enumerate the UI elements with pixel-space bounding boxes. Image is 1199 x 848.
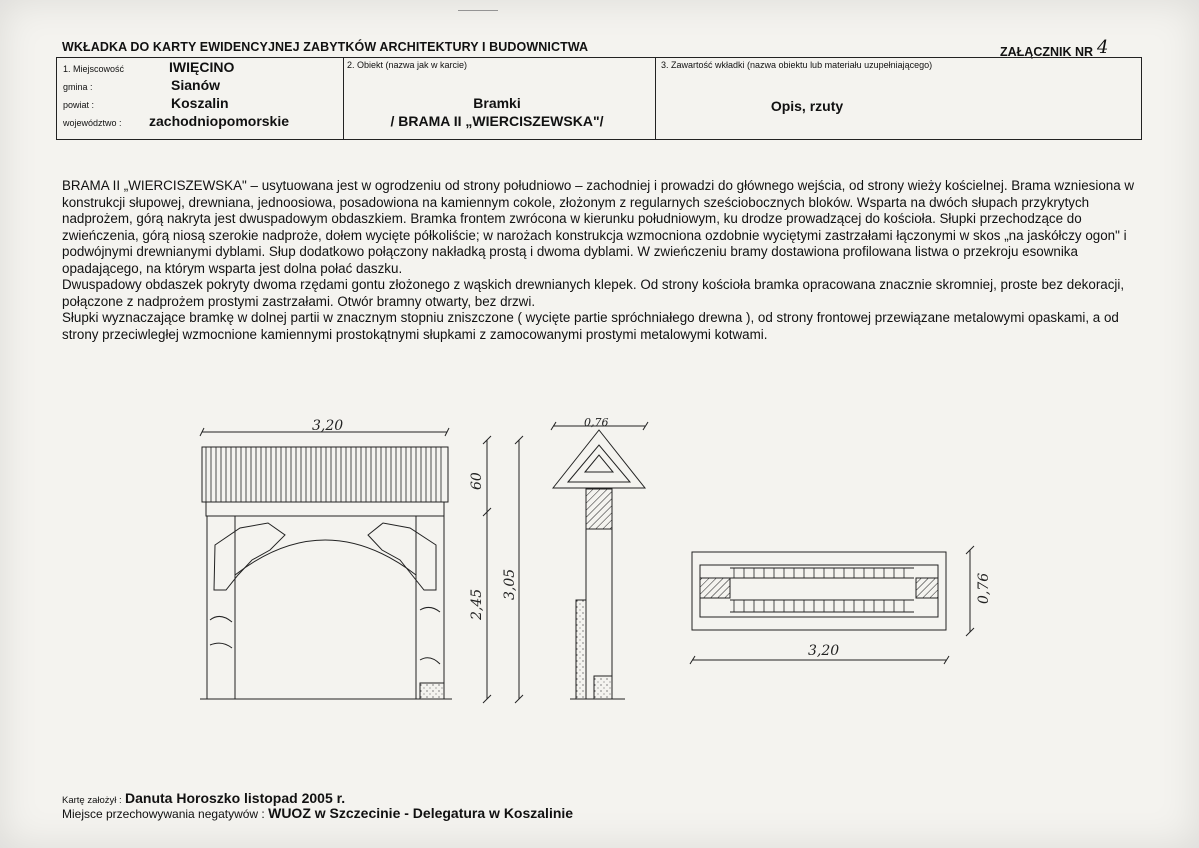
side-width-dimension: 0,76 <box>584 416 609 429</box>
plan-width-dimension: 3,20 <box>808 643 840 659</box>
storage-label: Miejsce przechowywania negatywów : <box>62 807 265 821</box>
county-value: Koszalin <box>171 95 229 111</box>
content-value: Opis, rzuty <box>770 98 844 114</box>
voivodeship-row <box>63 114 343 130</box>
plan-depth-dimension: 0,76 <box>976 572 992 604</box>
description-text <box>62 178 1142 343</box>
commune-label: gmina : <box>63 82 93 92</box>
voivodeship-value: zachodniopomorskie <box>149 113 290 129</box>
commune-value: Sianów <box>171 77 221 93</box>
record-form-table <box>56 57 1142 140</box>
description-paragraph-3: Słupki wyznaczające bramkę w dolnej partii w znacznym stopniu zniszczone ( wycięte partie spróchniałego drewna ), od strony frontowej przewiązane metalowymi opaskami, a od strony przeciwległej wzmocnione kamiennymi prostokątnymi słupkami z zamocowanymi prostymi metalowymi kotwami. <box>62 310 1119 342</box>
storage-value: WUOZ w Szczecinie - Delegatura w Koszalinie <box>268 805 574 821</box>
description-heading: BRAMA II „WIERCISZEWSKA" <box>62 178 247 193</box>
author-value: Danuta Horoszko listopad 2005 r. <box>125 790 346 806</box>
county-row <box>63 96 343 112</box>
county-label: powiat : <box>63 100 95 110</box>
table-divider <box>655 58 656 139</box>
description-paragraph-2: Dwuspadowy obdaszek pokryty dwoma rzędami gontu złożonego z wąskich drewnianych klepek. Od strony kościoła bramka opracowana znacznie skromniej, proste bez dekoracji, połączone z nadprożem prostymi zastrzałami. Otwór bramny otwarty, bez drzwi. <box>62 277 1125 309</box>
scan-mark <box>458 10 498 11</box>
annex-handwritten-number: 4 <box>1097 37 1109 58</box>
object-subname: / BRAMA II „WIERCISZEWSKA"/ <box>390 113 604 129</box>
description-p1-text: – usytuowana jest w ogrodzeniu od strony południowo – zachodniej i prowadzi do głównego wejścia, od strony wieży kościelnej. Brama wzniesiona w konstrukcji słupowej, drewniana, jednoosiowa, posadowiona na kamiennym cokole, złożonym z regularnych sześciobocznych bloków. Wsparta na dwóch słupach przykrytych nadprożem, górą nakryta jest dwuspadowym obdaszkiem. Bramka frontem zwrócona w kierunku południowym, ku drodze prowadzącej do kościoła. Słupki przechodzące do zwieńczenia, górą niosą szerokie nadproże, dołem wycięte półkoliście; w narożach konstrukcja wzmocniona ozdobnie wyciętymi zastrzałami łączonymi w skos „na jaskółczy ogon" i podwójnymi drewnianymi dyblami. Słup dodatkowo połączony nakładką prostą i dwoma dyblami. W zwieńczeniu bramy dostawiona profilowana listwa o przekroju esownika opadającego, na którym wsparta jest dolna połać daszku. <box>62 178 1135 276</box>
author-label: Kartę założył : <box>62 795 122 806</box>
object-name-block <box>342 94 652 130</box>
object-name: Bramki <box>473 95 521 111</box>
post-height-dimension: 2,45 <box>469 588 485 620</box>
author-line <box>62 790 345 806</box>
content-label: 3. Zawartość wkładki (nazwa obiektu lub materiału uzupełniającego) <box>661 60 933 70</box>
front-elevation-drawing <box>200 428 452 699</box>
locality-value: IWIĘCINO <box>169 59 235 75</box>
locality-row <box>63 60 343 76</box>
front-width-dimension: 3,20 <box>312 418 344 434</box>
locality-label: 1. Miejscowość <box>63 64 125 74</box>
voivodeship-label: województwo : <box>63 118 122 128</box>
storage-line <box>62 805 573 821</box>
page-title: WKŁADKA DO KARTY EWIDENCYJNEJ ZABYTKÓW ARCHITEKTURY I BUDOWNICTWA <box>62 40 589 54</box>
annex-label: ZAŁĄCZNIK NR <box>1000 45 1094 59</box>
total-height-dimension: 3,05 <box>502 568 518 600</box>
gate-drawings <box>0 400 1199 720</box>
roof-height-dimension: 60 <box>469 472 485 490</box>
commune-row <box>63 78 343 94</box>
description-paragraph-1 <box>62 178 1142 277</box>
object-label: 2. Obiekt (nazwa jak w karcie) <box>347 60 468 70</box>
side-elevation-drawing <box>551 422 648 699</box>
location-section <box>63 60 343 138</box>
